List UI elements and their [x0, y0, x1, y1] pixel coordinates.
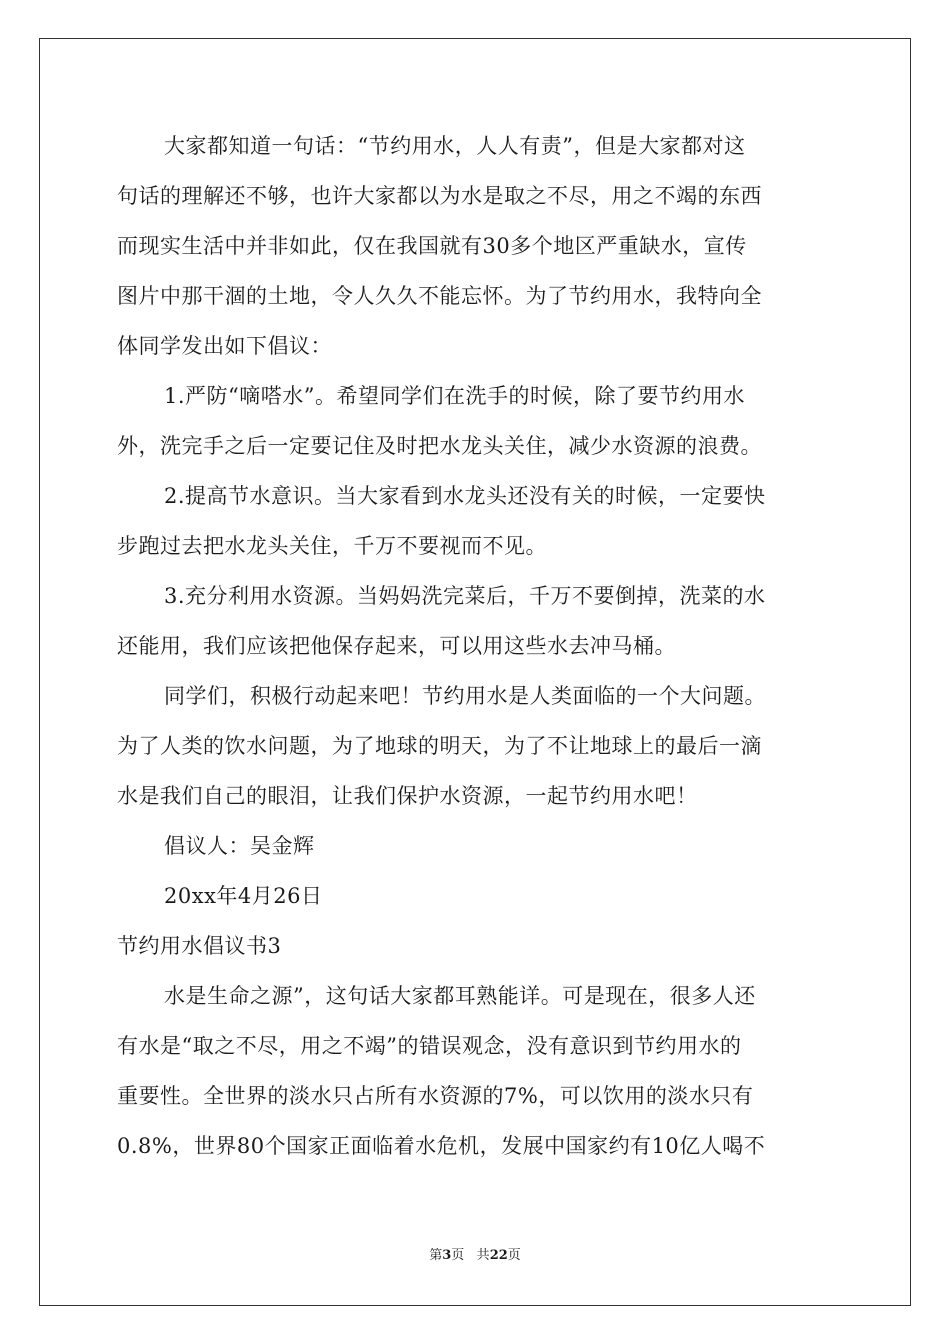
- paragraph-line: 句话的理解还不够，也许大家都以为水是取之不尽，用之不竭的东西: [117, 184, 762, 208]
- page-suffix: 页: [451, 1248, 465, 1263]
- paragraph-line: 图片中那干涸的土地，令人久久不能忘怀。为了节约用水，我特向全: [117, 284, 762, 308]
- paragraph-line: 0.8%，世界80个国家正面临着水危机，发展中国家约有10亿人喝不: [117, 1134, 766, 1158]
- paragraph-line: 水是我们自己的眼泪，让我们保护水资源，一起节约用水吧！: [117, 784, 698, 808]
- paragraph-line: 同学们，积极行动起来吧！节约用水是人类面临的一个大问题。: [164, 684, 766, 708]
- list-item-line: 2.提高节水意识。当大家看到水龙头还没有关的时候，一定要快: [164, 484, 766, 508]
- page-footer: [0, 1247, 950, 1265]
- page-prefix: 第: [429, 1248, 443, 1263]
- date-line: 20xx年4月26日: [164, 884, 323, 908]
- page-current: 3: [442, 1248, 452, 1263]
- list-item-line: 外，洗完手之后一定要记住及时把水龙头关住，减少水资源的浪费。: [117, 434, 762, 458]
- paragraph-line: 重要性。全世界的淡水只占所有水资源的7%，可以饮用的淡水只有: [117, 1084, 754, 1108]
- paragraph-line: 而现实生活中并非如此，仅在我国就有30多个地区严重缺水，宣传: [117, 234, 747, 258]
- list-item-line: 还能用，我们应该把他保存起来，可以用这些水去冲马桶。: [117, 634, 676, 658]
- paragraph-line: 有水是“取之不尽，用之不竭”的错误观念，没有意识到节约用水的: [117, 1034, 742, 1058]
- paragraph-line: 为了人类的饮水问题，为了地球的明天，为了不让地球上的最后一滴: [117, 734, 762, 758]
- paragraph-line: 水是生命之源”，这句话大家都耳熟能详。可是现在，很多人还: [164, 984, 756, 1008]
- paragraph-line: 大家都知道一句话：“节约用水，人人有责”，但是大家都对这: [164, 134, 746, 158]
- page-total: 22: [489, 1248, 508, 1263]
- total-suffix: 页: [507, 1248, 521, 1263]
- paragraph-line: 体同学发出如下倡议：: [117, 334, 332, 358]
- list-item-line: 1.严防“嘀嗒水”。希望同学们在洗手的时候，除了要节约用水: [164, 384, 746, 408]
- signature-line: 倡议人：吴金辉: [164, 834, 315, 858]
- total-prefix: 共: [476, 1248, 490, 1263]
- list-item-line: 步跑过去把水龙头关住，千万不要视而不见。: [117, 534, 547, 558]
- list-item-line: 3.充分利用水资源。当妈妈洗完菜后，千万不要倒掉，洗菜的水: [164, 584, 766, 608]
- section-title: 节约用水倡议书3: [117, 934, 282, 958]
